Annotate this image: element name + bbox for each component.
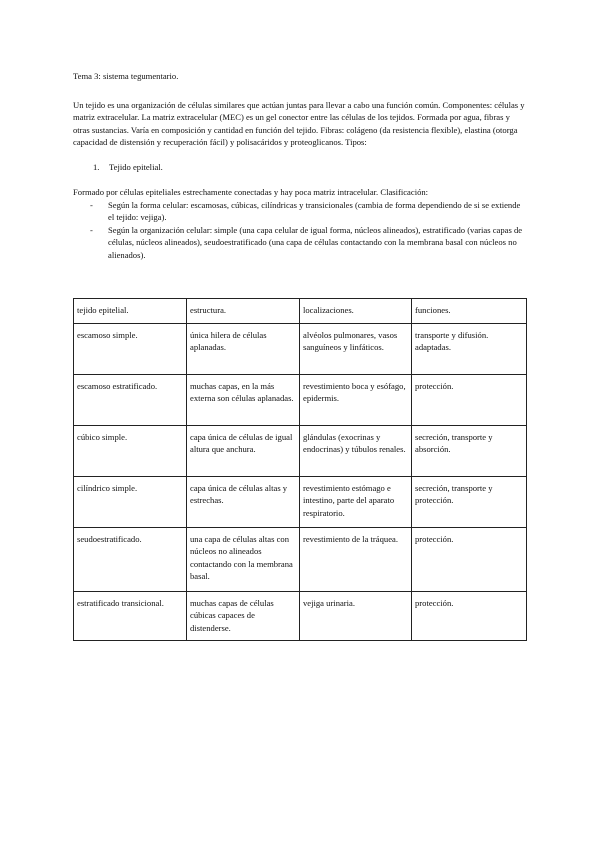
page-title: Tema 3: sistema tegumentario. xyxy=(73,71,179,81)
list-item xyxy=(73,199,528,224)
table-cell: revestimiento de la tráquea. xyxy=(300,527,412,591)
list-item xyxy=(73,224,528,262)
table-row xyxy=(74,591,527,641)
list-number: 1. xyxy=(93,161,100,172)
table-cell: secreción, transporte y protección. xyxy=(412,476,527,527)
table-cell: revestimiento boca y esófago, epidermis. xyxy=(300,374,412,425)
table-header-row xyxy=(74,299,527,324)
table-cell: glándulas (exocrinas y endocrinas) y túbulos renales. xyxy=(300,425,412,476)
epithelial-table xyxy=(73,298,527,641)
header-cell: tejido epitelial. xyxy=(74,299,187,324)
table-cell: única hilera de células aplanadas. xyxy=(187,323,300,374)
table-cell: protección. xyxy=(412,374,527,425)
list-item-text: Tejido epitelial. xyxy=(109,161,163,172)
list-item xyxy=(73,161,528,174)
header-cell: funciones. xyxy=(412,299,527,324)
numbered-list xyxy=(73,161,528,174)
table-cell: transporte y difusión. adaptadas. xyxy=(412,323,527,374)
table-row xyxy=(74,527,527,591)
table-cell: capa única de células altas y estrechas. xyxy=(187,476,300,527)
table-cell: secreción, transporte y absorción. xyxy=(412,425,527,476)
table-cell: alvéolos pulmonares, vasos sanguíneos y linfáticos. xyxy=(300,323,412,374)
table-cell: cúbico simple. xyxy=(74,425,187,476)
table-cell: protección. xyxy=(412,527,527,591)
table-cell: escamoso estratificado. xyxy=(74,374,187,425)
table-cell: vejiga urinaria. xyxy=(300,591,412,641)
dash-marker: - xyxy=(90,199,93,210)
epithelial-intro: Formado por células epiteliales estrechamente conectadas y hay poca matriz intracelular. Clasificación: xyxy=(73,187,429,197)
document-body xyxy=(73,70,528,261)
table-row xyxy=(74,323,527,374)
table-cell: escamoso simple. xyxy=(74,323,187,374)
table-cell: una capa de células altas con núcleos no alineados contactando con la membrana basal. xyxy=(187,527,300,591)
table-cell: cilíndrico simple. xyxy=(74,476,187,527)
table-cell: seudoestratificado. xyxy=(74,527,187,591)
table-cell: revestimiento estómago e intestino, parte del aparato respiratorio. xyxy=(300,476,412,527)
bullet-text: Según la organización celular: simple (una capa celular de igual forma, núcleos alineados), estratificado (varias capas de células, núcleos alineados), seudoestratificado (una capa de células contactando con la membrana basal con núcleos no alienados). xyxy=(108,224,523,260)
table-row xyxy=(74,425,527,476)
header-cell: localizaciones. xyxy=(300,299,412,324)
table-cell: protección. xyxy=(412,591,527,641)
table-cell: muchas capas, en la más externa son células aplanadas. xyxy=(187,374,300,425)
bullet-text: Según la forma celular: escamosas, cúbicas, cilíndricas y transicionales (cambia de forma dependiendo de si se extiende el tejido: vejiga). xyxy=(108,199,521,222)
classification-list xyxy=(73,199,528,262)
intro-paragraph: Un tejido es una organización de células similares que actúan juntas para llevar a cabo una función común. Componentes: células y matriz extracelular. La matriz extracelular (MEC) es un gel conector entre las células de los tejidos. Formada por agua, fibras y otras sustancias. Varía en composición y cantidad en función del tejido. Fibras: colágeno (da resistencia flexible), elastina (otorga capacidad de distensión y recuperación fácil) y polisacáridos y proteoglicanos. Tipos: xyxy=(73,99,525,147)
table-cell: capa única de células de igual altura que anchura. xyxy=(187,425,300,476)
table-row xyxy=(74,476,527,527)
header-cell: estructura. xyxy=(187,299,300,324)
dash-marker: - xyxy=(90,224,93,235)
table-cell: estratificado transicional. xyxy=(74,591,187,641)
table-row xyxy=(74,374,527,425)
table-cell: muchas capas de células cúbicas capaces de distenderse. xyxy=(187,591,300,641)
